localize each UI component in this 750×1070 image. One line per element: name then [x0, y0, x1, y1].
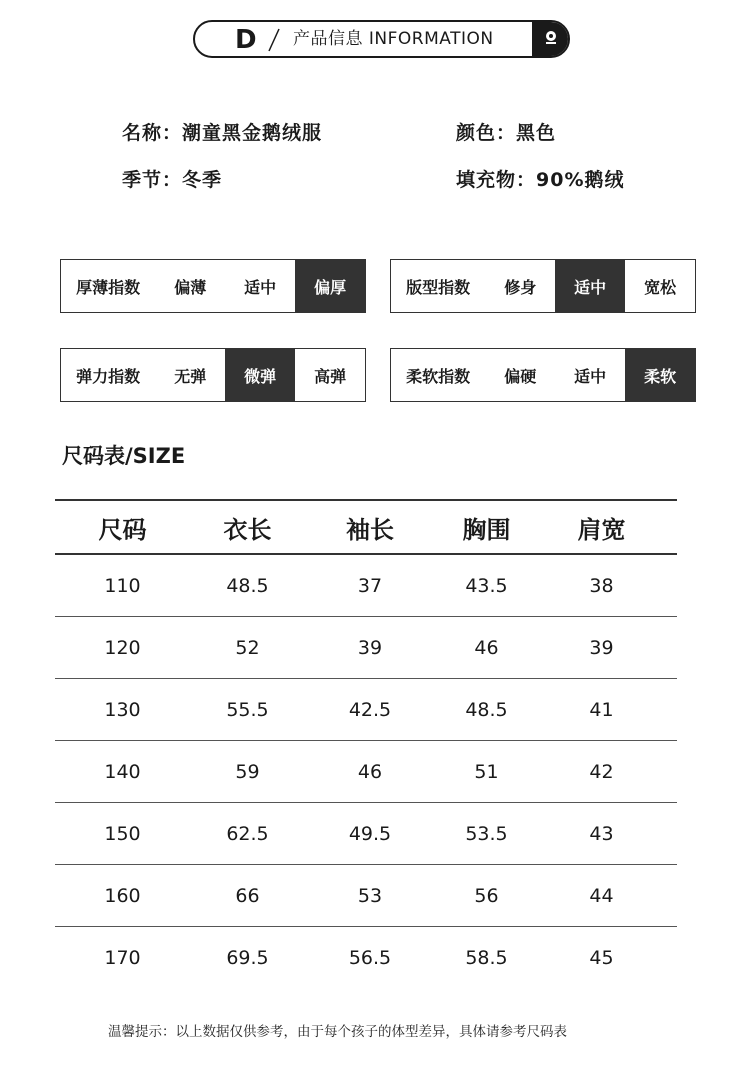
table-row [55, 617, 677, 678]
index-elasticity [60, 348, 366, 402]
index-option: 宽松 [644, 277, 677, 297]
cell-chest: 48.5 [465, 698, 508, 721]
index-option: 偏硬 [504, 366, 537, 386]
cell-length: 59 [235, 760, 260, 783]
index-option: 适中 [244, 277, 277, 297]
cell-size: 110 [104, 574, 141, 597]
size-table [55, 499, 677, 988]
cell-shoulder: 44 [589, 884, 614, 907]
table-row [55, 927, 677, 988]
index-label: 版型指数 [406, 277, 471, 297]
cell-shoulder: 45 [589, 946, 614, 969]
cell-length: 69.5 [226, 946, 269, 969]
cell-sleeve: 56.5 [348, 946, 392, 969]
header-size: 尺码 [98, 515, 147, 544]
cell-length: 55.5 [226, 698, 269, 721]
index-option-selected: 偏厚 [295, 260, 365, 312]
cell-shoulder: 39 [589, 636, 614, 659]
size-note: 温馨提示：以上数据仅供参考，由于每个孩子的体型差异，具体请参考尺码表 [108, 1024, 567, 1040]
cell-length: 62.5 [226, 822, 269, 845]
cell-sleeve: 46 [357, 760, 383, 783]
index-thickness [60, 259, 366, 313]
index-label: 弹力指数 [76, 366, 141, 386]
pin-icon [542, 29, 560, 47]
header-cap [532, 20, 570, 58]
index-label: 柔软指数 [406, 366, 471, 386]
table-row [55, 741, 677, 802]
size-chart-title: 尺码表/SIZE [62, 444, 186, 468]
index-option-selected: 柔软 [625, 349, 695, 401]
header-chest: 胸围 [462, 515, 511, 544]
table-row [55, 865, 677, 926]
cell-length: 66 [235, 884, 260, 907]
cell-size: 120 [104, 636, 141, 659]
cell-chest: 46 [474, 636, 499, 659]
cell-chest: 43.5 [465, 574, 508, 597]
name-label: 名称： [122, 122, 183, 144]
header-sleeve: 袖长 [346, 515, 394, 544]
info-color [456, 118, 556, 145]
cell-sleeve: 39 [357, 636, 383, 659]
table-row [55, 803, 677, 864]
table-header-row [55, 501, 677, 553]
index-option-selected: 适中 [555, 260, 625, 312]
cell-sleeve: 37 [357, 574, 383, 597]
section-header [193, 20, 570, 58]
index-fit [390, 259, 696, 313]
cell-length: 52 [235, 636, 260, 659]
cell-shoulder: 38 [589, 574, 614, 597]
info-season [122, 165, 222, 192]
season-label: 季节： [122, 169, 183, 191]
table-row [55, 679, 677, 740]
slash-divider [267, 27, 281, 53]
cell-size: 150 [104, 822, 141, 845]
cell-sleeve: 53 [357, 884, 383, 907]
index-option: 高弹 [314, 366, 347, 386]
table-row [55, 555, 677, 616]
header-shoulder: 肩宽 [577, 515, 626, 544]
info-name [122, 118, 322, 145]
cell-chest: 58.5 [465, 946, 508, 969]
info-filling [456, 165, 625, 192]
cell-chest: 56 [474, 884, 499, 907]
index-option-selected: 微弹 [225, 349, 295, 401]
color-value: 黑色 [516, 122, 557, 144]
cell-shoulder: 43 [589, 822, 614, 845]
index-label: 厚薄指数 [76, 277, 141, 297]
section-title: 产品信息 INFORMATION [293, 29, 494, 49]
cell-size: 170 [104, 946, 141, 969]
cell-sleeve: 49.5 [348, 822, 392, 845]
cell-length: 48.5 [226, 574, 269, 597]
cell-size: 130 [104, 698, 141, 721]
cell-chest: 53.5 [465, 822, 508, 845]
cell-size: 140 [104, 760, 141, 783]
index-option: 适中 [574, 366, 607, 386]
filling-label: 填充物： [456, 169, 537, 191]
index-option: 偏薄 [174, 277, 207, 297]
header-length: 衣长 [223, 515, 272, 544]
cell-shoulder: 41 [589, 698, 614, 721]
season-value: 冬季 [182, 169, 223, 191]
index-option: 修身 [504, 277, 537, 297]
filling-value: 90%鹅绒 [536, 169, 625, 191]
cell-chest: 51 [474, 760, 499, 783]
cell-shoulder: 42 [589, 760, 614, 783]
color-label: 颜色： [456, 122, 517, 144]
section-letter: D [235, 25, 257, 55]
cell-size: 160 [104, 884, 141, 907]
index-option: 无弹 [174, 366, 207, 386]
cell-sleeve: 42.5 [348, 698, 392, 721]
index-softness [390, 348, 696, 402]
name-value: 潮童黑金鹅绒服 [182, 122, 323, 144]
